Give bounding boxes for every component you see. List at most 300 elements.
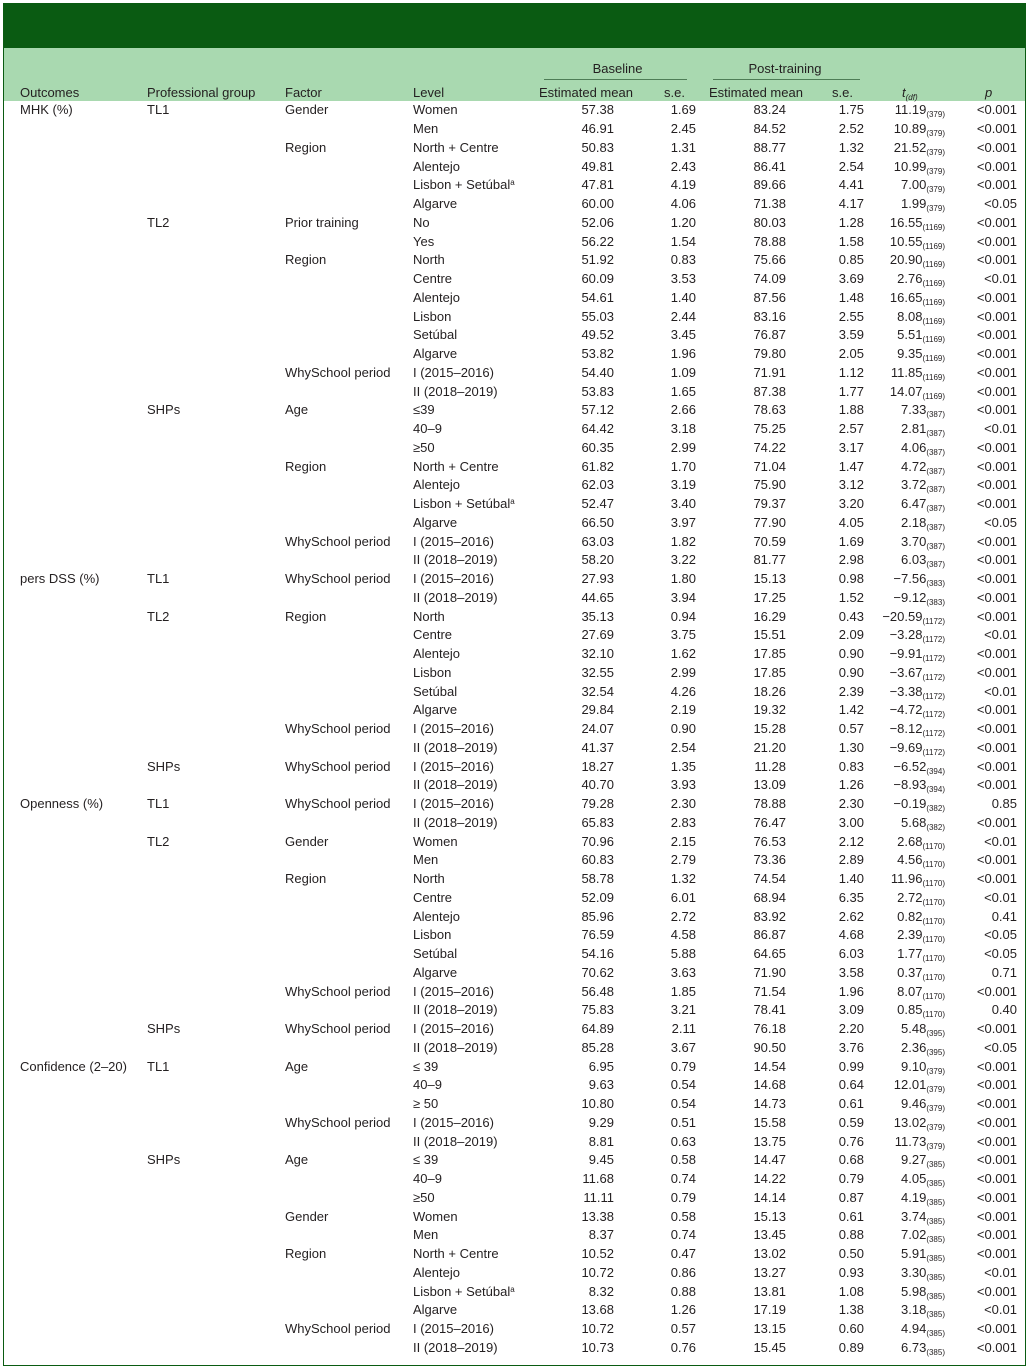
cell-baseline-mean: 47.81 [581,177,614,193]
cell-factor [285,195,413,214]
cell-level: Women [413,102,458,118]
cell-baseline-mean: 58.20 [581,552,614,568]
table-row [4,701,1025,720]
cell-post-mean: 68.94 [753,889,786,905]
cell-outcome: Openness (%) [20,796,104,812]
cell-outcome [4,1301,147,1320]
cell-t-df: (1170) [922,954,945,964]
cell-professional-group [147,251,285,270]
cell-outcome [4,1264,147,1283]
table-row [4,1320,1025,1339]
cell-t: $0.85_{(1170)}$ [897,1002,945,1020]
cell-t: $6.73_{(385)}$ [901,1339,945,1357]
table-row [4,982,1025,1001]
cell-post-mean: 15.28 [753,721,786,737]
cell-baseline-mean: 61.82 [581,458,614,474]
cell-post-se: 2.54 [838,158,864,174]
cell-t: $3.30_{(385)}$ [901,1264,945,1282]
cell-post-se: 2.39 [838,683,864,699]
cell-professional-group [147,176,285,195]
cell-baseline-mean: 70.96 [581,833,614,849]
cell-post-mean: 14.14 [753,1189,786,1205]
cell-baseline-mean: 44.65 [581,589,614,605]
cell-baseline-mean: 66.50 [581,514,614,530]
cell-baseline-se: 0.58 [670,1152,696,1168]
cell-professional-group: TL2 [147,214,170,230]
cell-t-df: (387) [926,466,945,476]
cell-factor [285,157,413,176]
cell-professional-group [147,964,285,983]
cell-outcome [4,757,147,776]
cell-post-se: 4.68 [838,927,864,943]
table-row [4,1264,1025,1283]
cell-post-mean: 75.90 [753,477,786,493]
cell-baseline-mean: 11.68 [582,1171,614,1187]
table-row [4,514,1025,533]
cell-p: <0.001 [976,102,1017,118]
cell-baseline-mean: 9.45 [588,1152,614,1168]
table-row [4,420,1025,439]
col-header-post-se: s.e. [832,85,853,100]
cell-professional-group [147,439,285,458]
cell-t: $4.56_{(1170)}$ [897,852,945,870]
cell-post-mean: 17.19 [753,1302,786,1318]
cell-baseline-mean: 54.40 [581,364,614,380]
cell-t: $10.55_{(1169)}$ [889,233,945,251]
footnote-marker: a [510,178,515,188]
cell-t-df: (1170) [922,972,945,982]
cell-baseline-se: 3.53 [670,271,696,287]
cell-baseline-se: 1.70 [670,458,696,474]
cell-factor [285,495,413,514]
cell-post-mean: 76.47 [753,814,786,830]
cell-factor [285,1076,413,1095]
cell-t-df: (395) [926,1029,945,1039]
cell-p: <0.001 [976,589,1017,605]
cell-post-mean: 75.66 [753,252,786,268]
cell-t-df: (1170) [922,841,945,851]
col-header-outcomes: Outcomes [20,85,80,100]
cell-baseline-se: 0.74 [670,1227,696,1243]
cell-p: <0.001 [976,739,1017,755]
cell-professional-group [147,945,285,964]
cell-level: Centre [413,627,453,643]
table-row [4,476,1025,495]
cell-outcome [4,345,147,364]
cell-baseline-se: 1.26 [670,1302,696,1318]
cell-baseline-se: 2.99 [670,439,696,455]
table-row [4,832,1025,851]
cell-outcome [4,982,147,1001]
cell-baseline-se: 1.20 [670,214,696,230]
cell-post-se: 1.96 [838,983,864,999]
cell-factor: WhySchool period [285,721,391,737]
table-row [4,345,1025,364]
cell-t-df: (1172) [922,691,945,701]
cell-baseline-mean: 32.55 [581,664,614,680]
cell-post-se: 1.28 [838,214,864,230]
cell-outcome [4,195,147,214]
cell-professional-group [147,157,285,176]
cell-t: $-3.28_{(1172)}$ [889,627,945,645]
cell-professional-group [147,270,285,289]
cell-post-se: 2.20 [838,1021,864,1037]
cell-t-df: (387) [926,485,945,495]
cell-post-mean: 71.04 [753,458,786,474]
cell-factor [285,1264,413,1283]
cell-baseline-se: 3.45 [670,327,696,343]
cell-t-df: (379) [926,129,945,139]
cell-p: <0.001 [976,1171,1017,1187]
cell-outcome [4,1020,147,1039]
cell-baseline-se: 1.62 [670,646,696,662]
cell-p: <0.01 [984,1302,1017,1318]
cell-t: $2.72_{(1170)}$ [897,889,945,907]
cell-level: II (2018–2019) [413,739,498,755]
cell-baseline-se: 2.11 [671,1021,696,1037]
cell-post-mean: 71.90 [753,964,786,980]
cell-outcome [4,776,147,795]
cell-t-df: (385) [926,1179,945,1189]
cell-post-se: 3.69 [838,271,864,287]
cell-level: Men [413,852,439,868]
col-header-level: Level [413,85,445,100]
cell-t: $8.07_{(1170)}$ [897,983,945,1001]
cell-t-df: (383) [926,579,945,589]
cell-t: $11.96_{(1170)}$ [890,871,945,889]
cell-p: <0.001 [976,983,1017,999]
table-row [4,1226,1025,1245]
cell-outcome [4,814,147,833]
cell-p: <0.001 [976,158,1017,174]
cell-factor [285,1132,413,1151]
cell-level: Lisbon [413,664,452,680]
cell-t: $4.06_{(387)}$ [901,439,945,457]
cell-p: <0.001 [976,721,1017,737]
cell-baseline-se: 2.30 [670,796,696,812]
cell-professional-group [147,682,285,701]
cell-baseline-se: 0.94 [670,608,696,624]
cell-professional-group [147,1189,285,1208]
cell-t-df: (385) [926,1291,945,1301]
table-row [4,1076,1025,1095]
cell-factor: Region [285,1246,327,1262]
cell-post-mean: 74.54 [753,871,786,887]
cell-post-se: 1.32 [838,139,864,155]
cell-baseline-se: 5.88 [670,946,696,962]
cell-level: Alentejo [413,477,460,493]
cell-p: <0.001 [976,252,1017,268]
cell-outcome [4,926,147,945]
cell-baseline-se: 3.94 [670,589,696,605]
cell-t-df: (387) [926,410,945,420]
cell-outcome [4,945,147,964]
cell-baseline-se: 3.97 [670,514,696,530]
cell-baseline-mean: 10.72 [581,1264,614,1280]
cell-t-df: (385) [926,1160,945,1170]
cell-baseline-se: 0.90 [670,721,696,737]
cell-baseline-se: 2.83 [670,814,696,830]
table-row [4,1207,1025,1226]
footnote-marker: a [510,497,515,507]
cell-factor: WhySchool period [285,364,391,380]
cell-t: $1.99_{(379)}$ [901,196,945,214]
cell-baseline-mean: 13.38 [581,1208,614,1224]
cell-t-df: (385) [926,1310,945,1320]
cell-post-mean: 13.15 [753,1321,786,1337]
table-row [4,232,1025,251]
cell-professional-group [147,1339,285,1358]
cell-post-se: 0.90 [838,664,864,680]
cell-post-se: 0.61 [838,1208,864,1224]
cell-outcome [4,645,147,664]
cell-t-df: (385) [926,1272,945,1282]
cell-p: 0.40 [991,1002,1017,1018]
cell-t-df: (385) [926,1254,945,1264]
cell-t: $-8.93_{(394)}$ [893,777,945,795]
cell-post-se: 6.35 [838,889,864,905]
table-row [4,720,1025,739]
cell-outcome [4,889,147,908]
cell-outcome [4,870,147,889]
cell-outcome [4,289,147,308]
cell-post-mean: 80.03 [753,214,786,230]
cell-baseline-mean: 10.72 [581,1321,614,1337]
cell-post-se: 1.12 [838,364,864,380]
cell-baseline-se: 1.31 [670,139,696,155]
title-banner [4,4,1025,48]
cell-t-df: (1169) [922,372,945,382]
cell-post-se: 1.38 [838,1302,864,1318]
cell-baseline-mean: 70.62 [581,964,614,980]
cell-post-mean: 14.54 [753,1058,786,1074]
cell-post-mean: 83.24 [753,102,786,118]
table-row [4,157,1025,176]
cell-baseline-mean: 50.83 [581,139,614,155]
cell-level: Lisbon [413,927,452,943]
cell-post-mean: 90.50 [753,1039,786,1055]
cell-level: Alentejo [413,908,460,924]
table-row [4,1245,1025,1264]
cell-post-se: 0.59 [838,1114,864,1130]
cell-baseline-se: 1.96 [670,346,696,362]
cell-factor: Prior training [285,214,359,230]
cell-post-se: 2.52 [838,121,864,137]
cell-post-se: 1.77 [838,383,864,399]
cell-post-se: 0.99 [838,1058,864,1074]
table-row [4,1001,1025,1020]
col-header-professional-group: Professional group [147,85,256,100]
cell-p: <0.001 [976,871,1017,887]
cell-factor: WhySchool period [285,1114,391,1130]
cell-p: <0.001 [976,402,1017,418]
cell-t: $12.01_{(379)}$ [893,1077,945,1095]
cell-professional-group [147,551,285,570]
cell-professional-group [147,139,285,158]
cell-p: <0.001 [976,1283,1017,1299]
cell-t: $3.70_{(387)}$ [901,533,945,551]
cell-baseline-mean: 8.32 [588,1283,614,1299]
cell-professional-group [147,1095,285,1114]
cell-t: $-7.56_{(383)}$ [893,571,945,589]
cell-level: II (2018–2019) [413,1133,498,1149]
cell-level: II (2018–2019) [413,777,498,793]
cell-factor [285,1282,413,1301]
cell-outcome [4,1207,147,1226]
cell-professional-group [147,1170,285,1189]
cell-post-se: 0.64 [838,1077,864,1093]
cell-baseline-mean: 8.37 [588,1227,614,1243]
cell-outcome [4,664,147,683]
cell-outcome: MHK (%) [20,102,73,118]
cell-t: $5.48_{(395)}$ [901,1021,945,1039]
cell-level: I (2015–2016) [413,796,494,812]
cell-t: $2.76_{(1169)}$ [897,271,945,289]
cell-professional-group [147,120,285,139]
cell-level: I (2015–2016) [413,758,494,774]
cell-t-df: (1172) [922,616,945,626]
cell-post-se: 0.57 [838,721,864,737]
cell-factor [285,476,413,495]
table-row [4,1095,1025,1114]
cell-t: $3.18_{(385)}$ [901,1302,945,1320]
cell-t: $11.73_{(379)}$ [894,1133,945,1151]
cell-outcome [4,326,147,345]
table-row [4,682,1025,701]
cell-post-mean: 16.29 [753,608,786,624]
table-row [4,1339,1025,1358]
table-row [4,664,1025,683]
cell-outcome [4,532,147,551]
cell-baseline-mean: 27.69 [581,627,614,643]
cell-t-df: (1172) [922,672,945,682]
cell-t-df: (1172) [922,710,945,720]
table-row [4,289,1025,308]
cell-professional-group [147,307,285,326]
cell-post-mean: 17.85 [753,646,786,662]
cell-level: Setúbal [413,327,458,343]
cell-level: Lisbon + Setúbal$^a$ [413,496,515,512]
cell-professional-group [147,982,285,1001]
cell-baseline-se: 0.54 [670,1077,696,1093]
cell-professional-group [147,1264,285,1283]
cell-t: $10.89_{(379)}$ [893,121,945,139]
cell-professional-group [147,1001,285,1020]
cell-professional-group [147,1039,285,1058]
cell-post-se: 0.76 [838,1133,864,1149]
cell-factor [285,420,413,439]
cell-p: <0.001 [976,346,1017,362]
cell-outcome [4,682,147,701]
cell-baseline-mean: 65.83 [581,814,614,830]
table-header [4,48,1025,101]
cell-post-se: 2.05 [838,346,864,362]
cell-p: <0.001 [976,1058,1017,1074]
cell-p: <0.001 [976,1321,1017,1337]
cell-factor: WhySchool period [285,1321,391,1337]
cell-professional-group [147,720,285,739]
cell-baseline-mean: 85.96 [581,908,614,924]
cell-t: $20.90_{(1169)}$ [889,252,945,270]
cell-t-df: (1170) [922,897,945,907]
cell-t-df: (1169) [922,354,945,364]
cell-p: <0.001 [976,608,1017,624]
cell-baseline-se: 0.76 [670,1339,696,1355]
cell-factor [285,382,413,401]
cell-post-mean: 70.59 [753,533,786,549]
cell-outcome [4,1114,147,1133]
cell-post-se: 1.69 [838,533,864,549]
table-row [4,176,1025,195]
cell-professional-group: TL1 [147,796,170,812]
table-row [4,364,1025,383]
table-row [4,926,1025,945]
cell-factor [285,514,413,533]
cell-p: 0.41 [991,908,1017,924]
cell-baseline-se: 1.54 [670,233,696,249]
cell-t-df: (385) [926,1216,945,1226]
cell-t: $5.51_{(1169)}$ [897,327,945,345]
cell-p: <0.001 [976,1208,1017,1224]
cell-factor [285,964,413,983]
cell-baseline-se: 0.57 [670,1321,696,1337]
cell-factor: Age [285,1152,309,1168]
cell-p: <0.001 [976,533,1017,549]
cell-p: <0.001 [976,814,1017,830]
cell-level: I (2015–2016) [413,1021,494,1037]
cell-post-mean: 75.25 [753,421,786,437]
cell-professional-group [147,1132,285,1151]
table-row [4,401,1025,420]
cell-post-se: 1.08 [838,1283,864,1299]
cell-factor [285,907,413,926]
cell-professional-group [147,926,285,945]
cell-level: Men [413,1227,439,1243]
cell-baseline-se: 1.40 [670,289,696,305]
cell-baseline-se: 2.44 [670,308,696,324]
results-table [4,101,1025,1357]
cell-post-mean: 78.88 [753,233,786,249]
cell-post-mean: 15.13 [753,1208,786,1224]
cell-baseline-se: 0.83 [670,252,696,268]
cell-post-mean: 15.58 [753,1114,786,1130]
cell-level: Lisbon + Setúbal$^a$ [413,177,515,193]
cell-p: 0.85 [991,796,1017,812]
cell-t: $0.82_{(1170)}$ [897,908,945,926]
cell-post-se: 2.30 [838,796,864,812]
table-row [4,851,1025,870]
cell-t-df: (379) [926,1122,945,1132]
cell-level: Algarve [413,964,458,980]
cell-t-df: (379) [926,185,945,195]
cell-baseline-mean: 57.12 [581,402,614,418]
cell-level: I (2015–2016) [413,571,494,587]
cell-level: Lisbon [413,308,452,324]
cell-t-df: (383) [926,597,945,607]
table-row [4,307,1025,326]
cell-baseline-mean: 53.83 [581,383,614,399]
cell-t: $0.37_{(1170)}$ [897,964,945,982]
post-training-group-label: Post-training [748,61,822,76]
cell-factor: Region [285,252,327,268]
cell-baseline-se: 3.63 [670,964,696,980]
cell-post-se: 0.60 [838,1321,864,1337]
cell-t-df: (379) [926,166,945,176]
cell-p: <0.001 [976,1227,1017,1243]
cell-outcome [4,364,147,383]
cell-t: $2.68_{(1170)}$ [897,833,945,851]
cell-t-df: (379) [926,147,945,157]
